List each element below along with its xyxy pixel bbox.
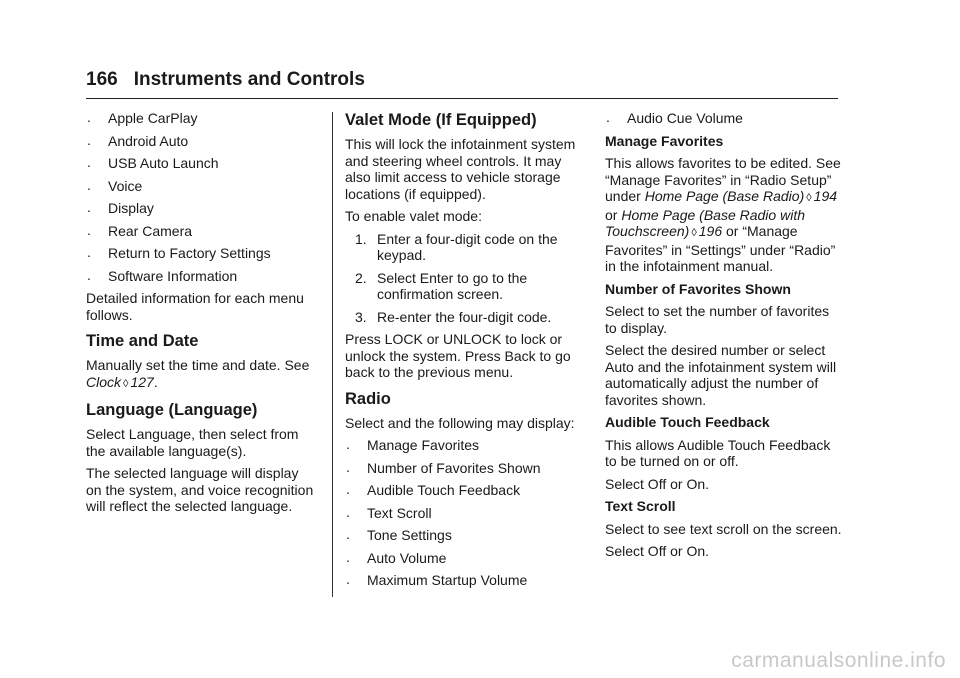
page-ref-icon: ◊ (691, 227, 697, 239)
bullet-icon: . (606, 109, 610, 125)
bullet-icon: . (87, 154, 91, 170)
text-scroll-paragraph: Select to see text scroll on the screen. (605, 520, 842, 537)
subheading-number-of-favorites: Number of Favorites Shown (605, 280, 791, 297)
bullet-icon: . (87, 199, 91, 215)
time-paragraph: Manually set the time and date. See Clock ◊ 127. (86, 357, 310, 390)
valet-paragraph: This will lock the infotainment system and steering wheel controls. It may also limit access to vehicle storage locations (if equipped). (345, 136, 576, 202)
radio-bullet-list (345, 437, 583, 589)
column-left (86, 110, 316, 521)
page-ref-icon: ◊ (123, 377, 129, 390)
column-middle (345, 110, 583, 595)
clock-link[interactable]: Clock ◊ 127 (86, 373, 154, 390)
list-item: 1. Enter a four-digit code on the keypad. (355, 230, 558, 263)
column-right (605, 110, 843, 566)
bullet-icon: . (346, 458, 350, 475)
bullet-icon: . (346, 503, 350, 520)
list-item: 2. Select Enter to go to the confirmation screen. (355, 269, 528, 302)
list-item: . Android Auto (87, 131, 189, 149)
bullet-icon: . (346, 481, 350, 497)
list-item: . Voice (87, 176, 143, 194)
list-item: . Display (87, 199, 154, 216)
language-paragraph-1: Select Language, then select from the available language(s). (86, 426, 299, 459)
audible-paragraph: This allows Audible Touch Feedback to be turned on or off. (605, 436, 831, 469)
valet-enable-paragraph: To enable valet mode: (345, 208, 482, 224)
manage-favorites-paragraph: This allows favorites to be edited. See “Manage Favorites” in “Radio Setup” under Home Page (Base Radio) ◊ 194 or Home Page (Base Radio with Touchscreen) ◊ 196 or “Manage Favorites” in “Settings” under “Radio” in the infotainment manual. (605, 155, 841, 274)
list-item: . Audio Cue Volume (606, 109, 743, 126)
bullet-icon: . (87, 221, 91, 238)
number-favorites-paragraph-1: Select to set the number of favorites to display. (605, 303, 830, 336)
page-header (86, 68, 838, 99)
list-item: . Number of Favorites Shown (346, 458, 541, 476)
list-item: . Tone Settings (346, 526, 452, 543)
column-divider (332, 112, 333, 597)
subheading-audible-touch-feedback: Audible Touch Feedback (605, 414, 770, 430)
subheading-manage-favorites: Manage Favorites (605, 132, 724, 149)
home-page-touchscreen-link[interactable]: Home Page (Base Radio with Touchscreen) ◊ 196 (605, 206, 805, 239)
number-favorites-paragraph-2: Select the desired number or select Auto and the infotainment system will automatically adjust the number of favorites shown. (605, 342, 837, 408)
section-heading-time-and-date: Time and Date (86, 332, 199, 350)
text-scroll-select-paragraph: Select Off or On. (605, 543, 710, 559)
bullet-icon: . (346, 436, 350, 452)
bullet-icon: . (346, 526, 350, 542)
watermark: carmanualsonline.info (731, 649, 946, 672)
bullet-icon: . (87, 244, 91, 260)
bullet-icon: . (87, 109, 91, 125)
list-item: . Text Scroll (346, 503, 432, 521)
page-number: 166 (86, 69, 118, 90)
audible-select-paragraph: Select Off or On. (605, 475, 710, 492)
section-heading-language: Language (Language) (86, 401, 258, 419)
subheading-text-scroll: Text Scroll (605, 498, 676, 514)
section-heading-radio: Radio (345, 389, 391, 408)
list-item: . Return to Factory Settings (87, 244, 271, 261)
list-item: . Manage Favorites (346, 436, 480, 453)
list-item: . USB Auto Launch (87, 154, 219, 171)
valet-steps-list (345, 231, 583, 326)
list-item: . Apple CarPlay (87, 109, 198, 126)
list-item: 3. Re-enter the four-digit code. (355, 308, 552, 325)
list-item: . Auto Volume (346, 548, 447, 566)
bullet-icon: . (87, 176, 91, 193)
list-item: . Rear Camera (87, 221, 193, 239)
bullet-icon: . (346, 571, 350, 587)
radio-paragraph: Select and the following may display: (345, 414, 575, 431)
list-item: . Software Information (87, 266, 238, 284)
bullet-icon: . (346, 548, 350, 565)
section-heading-valet-mode: Valet Mode (If Equipped) (345, 111, 537, 129)
list-item: . Maximum Startup Volume (346, 571, 528, 588)
list-item: . Audible Touch Feedback (346, 481, 521, 498)
lock-paragraph: Press LOCK or UNLOCK to lock or unlock the system. Press Back to go back to the previous menu. (345, 331, 571, 380)
page-title: Instruments and Controls (133, 69, 365, 90)
bullet-icon: . (87, 131, 91, 148)
bullet-icon: . (87, 266, 91, 283)
settings-bullet-list (86, 110, 316, 284)
detail-paragraph: Detailed information for each menu follows. (86, 290, 304, 323)
language-paragraph-2: The selected language will display on the system, and voice recognition will reflect the selected language. (86, 465, 314, 514)
page-ref-icon: ◊ (806, 192, 812, 204)
home-page-base-radio-link[interactable]: Home Page (Base Radio) ◊ 194 (644, 188, 838, 204)
